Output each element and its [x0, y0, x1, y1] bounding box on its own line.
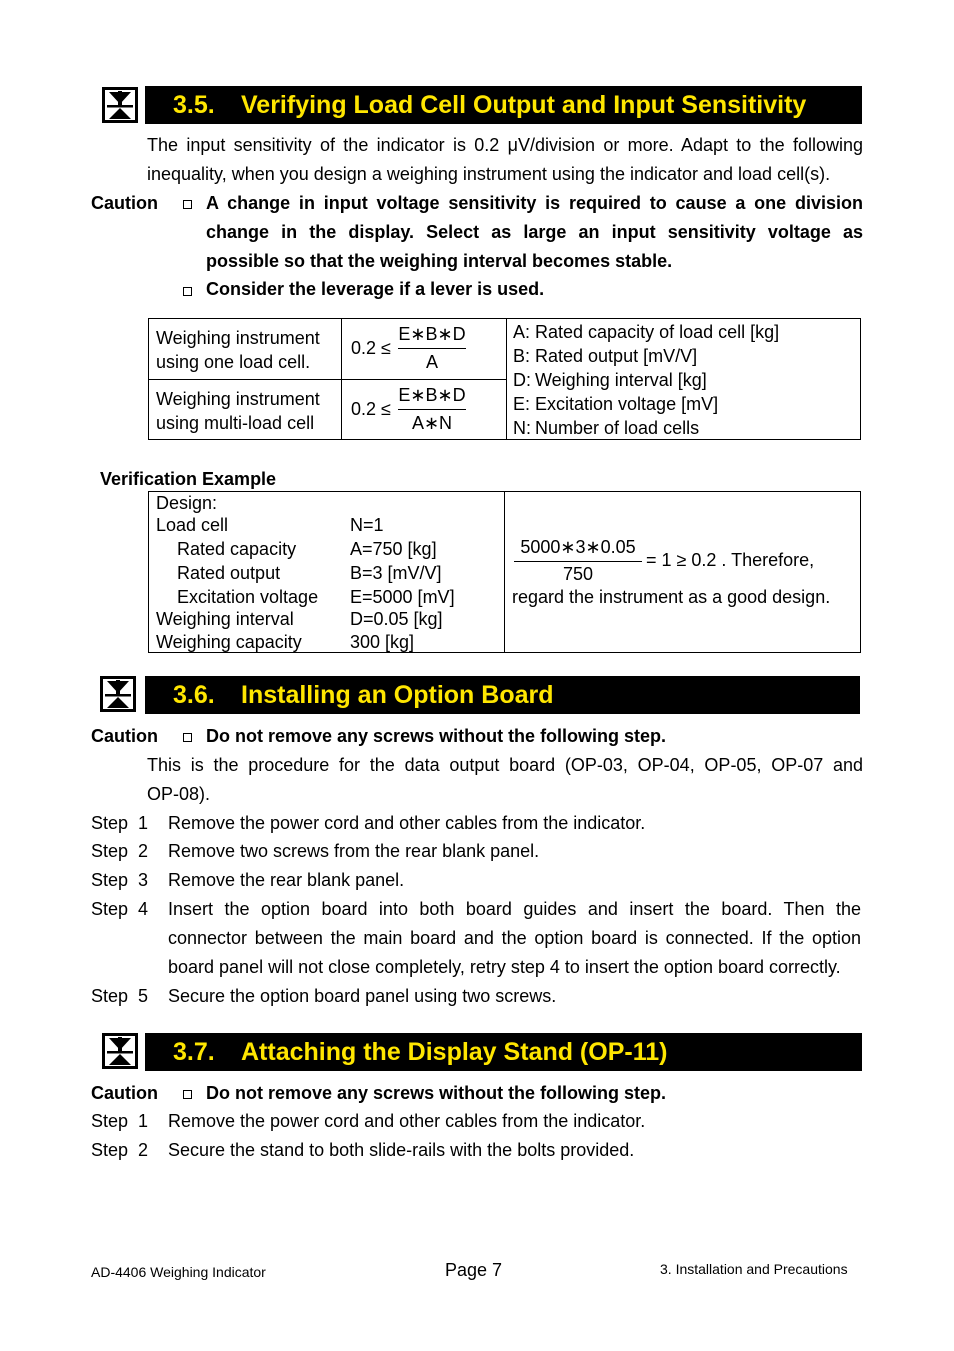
row2-denominator: A∗N	[411, 413, 453, 433]
design-row-value: E=5000 [mV]	[350, 587, 455, 607]
s35-intro-line2: inequality, when you design a weighing instrument using the indicator and load cell(s).	[147, 164, 831, 184]
footer-left: AD-4406 Weighing Indicator	[91, 1264, 266, 1280]
design-row-label: Weighing capacity	[156, 632, 302, 652]
legend-key: N:	[513, 418, 531, 438]
design-row-label: Rated capacity	[177, 539, 297, 559]
step-text: Remove the power cord and other cables from the indicator.	[168, 813, 646, 833]
section-3-7-title-bar	[145, 1033, 862, 1071]
design-label: Design:	[156, 493, 218, 513]
design-row-value: B=3 [mV/V]	[350, 563, 442, 583]
s35-caution-label: Caution	[91, 193, 158, 213]
row1-lhs: 0.2 ≤	[351, 338, 391, 358]
verification-heading: Verification Example	[100, 469, 277, 489]
design-row-value: 300 [kg]	[350, 632, 415, 652]
table-divider	[148, 379, 507, 380]
step-text: Remove the rear blank panel.	[168, 870, 405, 890]
fraction-bar	[514, 561, 642, 562]
checkbox-bullet-icon	[183, 1090, 192, 1099]
section-title: Verifying Load Cell Output and Input Sensitivity	[241, 91, 807, 119]
section-title: Attaching the Display Stand (OP-11)	[241, 1038, 668, 1066]
design-row-label: Rated output	[177, 563, 281, 583]
row2-label-line1: Weighing instrument	[156, 389, 320, 409]
step-label: Step 5	[91, 986, 149, 1006]
step-text: connector between the main board and the option board is connected. If the option	[168, 928, 861, 948]
step-text: Secure the stand to both slide-rails with the bolts provided.	[168, 1140, 635, 1160]
design-row-value: D=0.05 [kg]	[350, 609, 443, 629]
design-row-label: Load cell	[156, 515, 229, 535]
step-label: Step 1	[91, 1111, 149, 1131]
row1-label-line2: using one load cell.	[156, 352, 311, 372]
section-3-6-icon	[100, 676, 136, 712]
footer-page-number: Page 7	[445, 1260, 503, 1280]
legend-key: D:	[513, 370, 531, 390]
row1-label-line1: Weighing instrument	[156, 328, 320, 348]
step-text: Insert the option board into both board guides and insert the board. Then the	[168, 899, 861, 919]
legend-key: B:	[513, 346, 531, 366]
s35-caution1-line3: possible so that the weighing interval becomes stable.	[206, 251, 673, 271]
s35-intro-line1: The input sensitivity of the indicator is 0.2 μV/division or more. Adapt to the following	[147, 135, 863, 155]
section-3-6-title-bar	[145, 676, 860, 714]
calc-numerator: 5000∗3∗0.05	[520, 537, 636, 557]
row2-label-line2: using multi-load cell	[156, 413, 315, 433]
step-label: Step 3	[91, 870, 149, 890]
section-3-5-title-bar	[145, 86, 862, 124]
section-number: 3.6.	[173, 681, 215, 709]
legend-text: Weighing interval [kg]	[535, 370, 707, 390]
step-label: Step 2	[91, 1140, 149, 1160]
legend-text: Excitation voltage [mV]	[535, 394, 719, 414]
legend-key: E:	[513, 394, 531, 414]
legend-text: Rated output [mV/V]	[535, 346, 698, 366]
table-divider	[504, 491, 505, 653]
s37-caution: Do not remove any screws without the following step.	[206, 1083, 667, 1103]
row1-numerator: E∗B∗D	[398, 324, 466, 344]
s36-caution-label: Caution	[91, 726, 158, 746]
step-label: Step 4	[91, 899, 149, 919]
checkbox-bullet-icon	[183, 733, 192, 742]
step-label: Step 1	[91, 813, 149, 833]
step-text: Remove the power cord and other cables from the indicator.	[168, 1111, 646, 1131]
fraction-bar	[398, 409, 466, 410]
s36-caution: Do not remove any screws without the following step.	[206, 726, 667, 746]
design-row-label: Excitation voltage	[177, 587, 319, 607]
legend-text: Number of load cells	[535, 418, 700, 438]
checkbox-bullet-icon	[183, 287, 192, 296]
section-title: Installing an Option Board	[241, 681, 554, 709]
section-number: 3.7.	[173, 1038, 215, 1066]
step-text: Remove two screws from the rear blank panel.	[168, 841, 540, 861]
s35-caution1-line1: A change in input voltage sensitivity is required to cause a one division	[206, 193, 863, 213]
design-row-value: N=1	[350, 515, 384, 535]
legend-key: A:	[513, 322, 531, 342]
row2-lhs: 0.2 ≤	[351, 399, 391, 419]
design-row-value: A=750 [kg]	[350, 539, 437, 559]
section-3-5-icon	[102, 87, 138, 123]
calc-result: = 1 ≥ 0.2 . Therefore,	[646, 550, 815, 570]
legend-text: Rated capacity of load cell [kg]	[535, 322, 780, 342]
s35-caution2: Consider the leverage if a lever is used.	[206, 279, 545, 299]
footer-right: 3. Installation and Precautions	[660, 1261, 848, 1277]
checkbox-bullet-icon	[183, 200, 192, 209]
section-number: 3.5.	[173, 91, 215, 119]
s35-caution1-line2: change in the display. Select as large an input sensitivity voltage as	[206, 222, 863, 242]
design-row-label: Weighing interval	[156, 609, 294, 629]
row2-numerator: E∗B∗D	[398, 385, 466, 405]
calc-conclusion: regard the instrument as a good design.	[512, 587, 831, 607]
step-text: board panel will not close completely, retry step 4 to insert the option board correctly.	[168, 957, 841, 977]
s36-intro-line1: This is the procedure for the data output board (OP-03, OP-04, OP-05, OP-07 and	[147, 755, 863, 775]
section-3-7-icon	[102, 1033, 138, 1069]
step-label: Step 2	[91, 841, 149, 861]
s37-caution-label: Caution	[91, 1083, 158, 1103]
calc-denominator: 750	[562, 564, 594, 584]
step-text: Secure the option board panel using two screws.	[168, 986, 557, 1006]
s36-intro-line2: OP-08).	[147, 784, 211, 804]
fraction-bar	[398, 348, 466, 349]
row1-denominator: A	[425, 352, 438, 372]
